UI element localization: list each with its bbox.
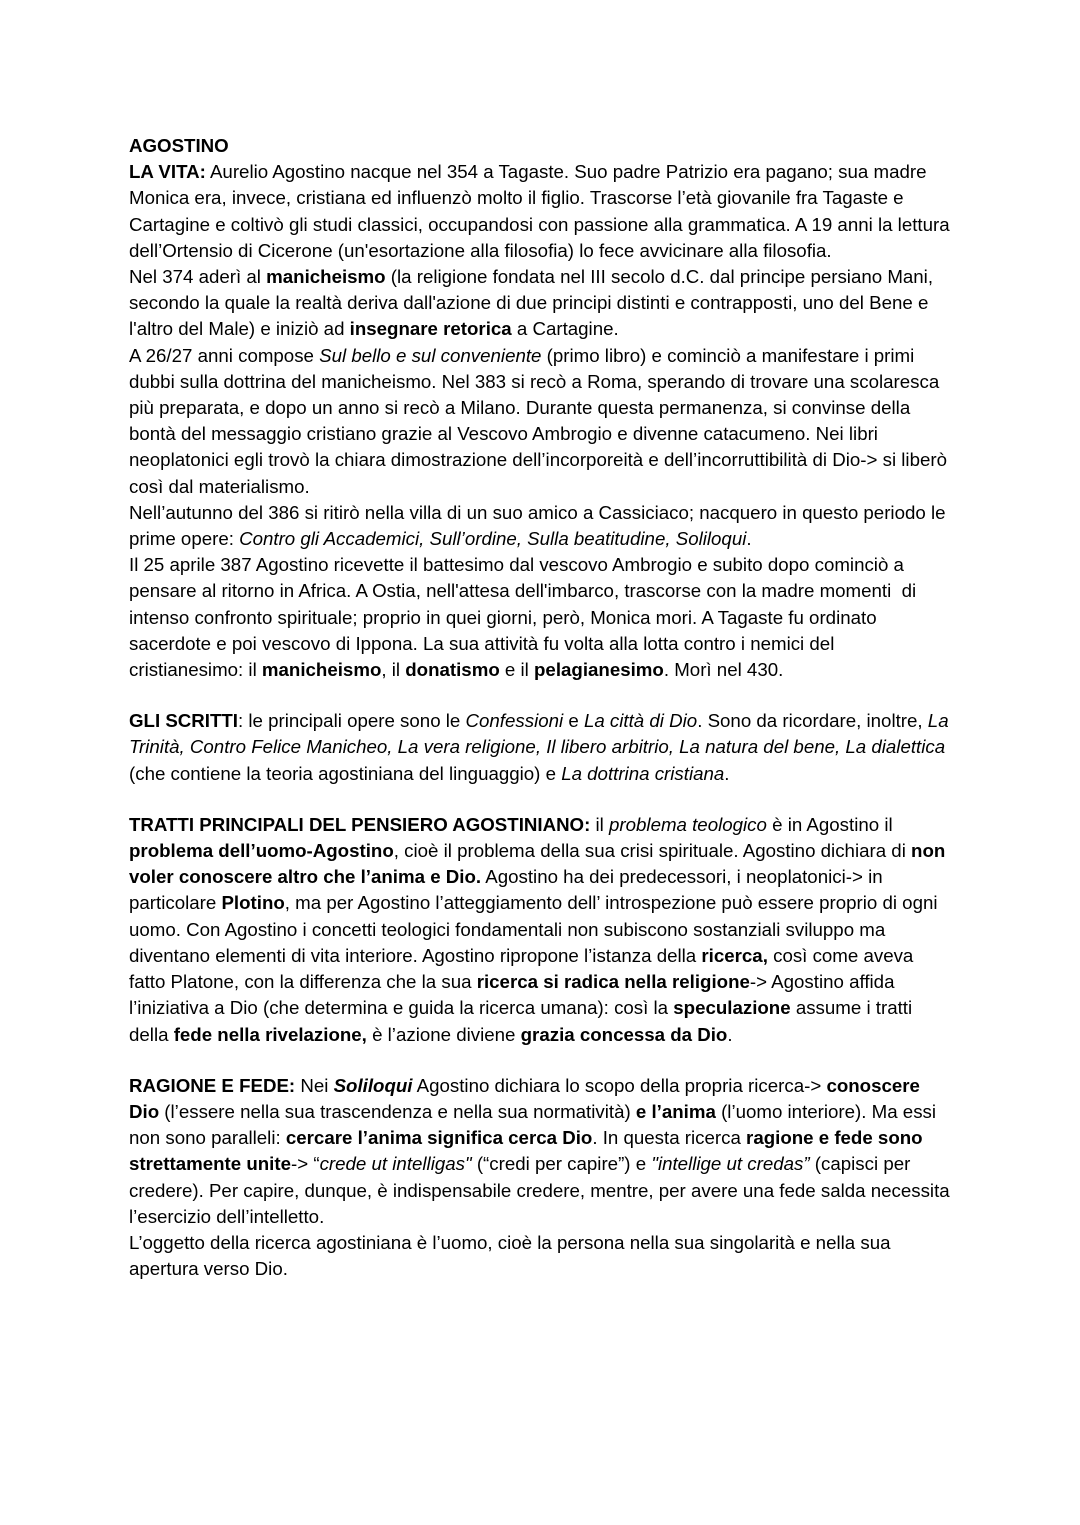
text-run: : le principali opere sono le [238, 710, 466, 732]
paragraph [129, 1230, 951, 1282]
text-run: insegnare retorica [349, 318, 512, 340]
text-run: , ma per Agostino l’atteggiamento dell’ introspezione può essere proprio di ogni uomo. Con Agostino i concetti teologici fondamentali non subiscono sostanziali sviluppo ma diventano elementi di vita interiore. Agostino ripropone l’istanza della [129, 892, 943, 966]
text-run: (“credi per capire”) e [471, 1153, 652, 1175]
text-run: speculazione [673, 997, 791, 1019]
text-run: ricerca, [701, 944, 768, 966]
section-ragione-e-fede [129, 1073, 955, 1283]
text-run: (primo libro) e cominciò a manifestare i primi dubbi sulla dottrina del manicheismo. Nel 383 si recò a Roma, sperando di trovare una scolaresca più preparata, e dopo un anno si recò a Milano. Durante questa permanenza, si convinse della bontà del messaggio cristiano grazie al Vescovo Ambrogio e divenne catacumeno. Nei libri neoplatonici egli trovò la chiara dimostrazione dell’incorporeità e dell’incorruttibilità di Dio-> si liberò così dal materialismo. [129, 344, 953, 497]
text-run: -> “ [291, 1153, 320, 1175]
text-run: (capisci per credere). Per capire, dunque, è indispensabile credere, mentre, per avere una fede salda necessita l’esercizio dell’intelletto. [129, 1153, 955, 1227]
text-run: . [746, 528, 752, 550]
text-run: donatismo [405, 659, 500, 681]
text-run: a Cartagine. [511, 318, 619, 340]
text-run: Sul bello e sul conveniente [319, 344, 542, 366]
text-run: Agostino ha dei predecessori, i neoplatonici-> in particolare [129, 866, 888, 914]
paragraph [129, 552, 951, 683]
paragraph [129, 708, 954, 787]
text-run: Agostino dichiara lo scopo della propria ricerca-> [412, 1074, 827, 1096]
text-run: non voler conoscere altro che l’anima e Dio. [129, 840, 951, 888]
text-run: . In questa ricerca [592, 1127, 747, 1149]
text-run: Contro gli Accademici, Sull’ordine, Sulla beatitudine, Soliloqui [239, 528, 747, 550]
text-run: Plotino [221, 892, 285, 914]
paragraph [129, 1073, 955, 1230]
text-run: . Sono da ricordare, inoltre, [697, 710, 928, 732]
paragraph [129, 812, 951, 1048]
text-run: Confessioni [465, 710, 564, 732]
text-run: conoscere Dio [129, 1074, 926, 1122]
text-run: , cioè il problema della sua crisi spirituale. Agostino dichiara di [393, 840, 912, 862]
text-run: A 26/27 anni compose [129, 344, 320, 366]
text-run: ragione e fede sono strettamente unite [129, 1127, 928, 1175]
text-run: grazia concessa da Dio [520, 1023, 728, 1045]
text-run: La Trinità, Contro Felice Manicheo, La vera religione, Il libero arbitrio, La natura del bene, La dialettica [129, 710, 954, 758]
text-run: LA VITA: [129, 161, 206, 183]
text-run: fede nella rivelazione, [173, 1023, 367, 1045]
paragraph [129, 133, 951, 159]
text-run: Nell’autunno del 386 si ritirò nella villa di un suo amico a Cassiciaco; nacquero in questo periodo le prime opere: [129, 501, 951, 550]
text-run: così come aveva fatto Platone, con la differenza che la sua [129, 944, 919, 993]
text-run: cercare l’anima significa cerca Dio [285, 1127, 593, 1149]
section-la-vita [129, 133, 955, 683]
text-run: manicheismo [266, 266, 386, 288]
text-run: AGOSTINO [129, 135, 229, 156]
text-run: . [724, 762, 730, 784]
text-run: Aurelio Agostino nacque nel 354 a Tagaste. Suo padre Patrizio era pagano; sua madre Monica era, invece, cristiana ed influenzò molto il figlio. Trascorse l’età giovanile fra Tagaste e Cartagine e coltivò gli studi classici, occupandosi con passione alla grammatica. A 19 anni la lettura dell’Ortensio di Cicerone (un'esortazione alla filosofia) lo fece avvicinare alla filosofia. [129, 161, 955, 261]
text-run: manicheismo [261, 659, 382, 681]
text-run: Il 25 aprile 387 Agostino ricevette il battesimo dal vescovo Ambrogio e subito dopo cominciò a pensare al ritorno in Africa. A Ostia, nell'attesa dell'imbarco, trascorse con la madre momenti di intenso confronto spirituale; proprio in quei giorni, però, Monica mori. A Tagaste fu ordinato sacerdote e poi vescovo di Ippona. La sua attività fu volta alla lotta contro i nemici del cristianesimo: il [129, 554, 922, 681]
document-body [129, 133, 955, 1282]
text-run: La dottrina cristiana [561, 762, 725, 784]
text-run: RAGIONE E FEDE: [129, 1074, 296, 1096]
text-run: Nel 374 aderì al [129, 266, 267, 288]
text-run: "intellige ut credas” [651, 1153, 810, 1175]
text-run: (l’essere nella sua trascendenza e nella sua normatività) [159, 1100, 636, 1122]
text-run: Soliloqui [333, 1074, 413, 1096]
text-run: Nei [295, 1074, 334, 1096]
text-run: e [563, 710, 584, 732]
text-run: L’oggetto della ricerca agostiniana è l’uomo, cioè la persona nella sua singolarità e nella sua apertura verso Dio. [129, 1231, 896, 1280]
text-run: . [727, 1023, 733, 1045]
text-run: TRATTI PRINCIPALI DEL PENSIERO AGOSTINIANO: [129, 813, 591, 835]
text-run: il [590, 813, 610, 835]
text-run: è l’azione diviene [366, 1023, 521, 1045]
text-run: (che contiene la teoria agostiniana del linguaggio) e [129, 736, 951, 784]
text-run: problema dell’uomo-Agostino [129, 840, 394, 862]
text-run: (la religione fondata nel III secolo d.C. dal principe persiano Mani, secondo la quale la realtà deriva dall'azione di due principi distinti e contrapposti, uno del Bene e l'altro del Male) e iniziò ad [129, 266, 939, 340]
section-tratti-principali [129, 812, 951, 1048]
text-run: ricerca si radica nella religione [476, 971, 750, 993]
paragraph [129, 159, 955, 264]
text-run: e il [499, 659, 535, 681]
section-gli-scritti [129, 708, 954, 787]
paragraph [129, 343, 951, 500]
text-run: è in Agostino il [766, 813, 898, 835]
text-run: -> Agostino affida l’iniziativa a Dio (che determina e guida la ricerca umana): così la [129, 971, 900, 1019]
text-run: pelagianesimo [534, 659, 664, 681]
paragraph [129, 500, 951, 552]
text-run: La città di Dio [583, 710, 698, 732]
text-run: (l’uomo interiore). Ma essi non sono paralleli: [129, 1100, 942, 1149]
text-run: , il [381, 659, 406, 681]
text-run: e l’anima [635, 1100, 716, 1122]
text-run: assume i tratti della [129, 997, 918, 1045]
text-run: problema teologico [609, 813, 767, 835]
text-run: . Morì nel 430. [663, 659, 784, 681]
text-run: crede ut intelligas" [319, 1153, 472, 1175]
paragraph [129, 264, 951, 343]
text-run: GLI SCRITTI [129, 710, 239, 732]
